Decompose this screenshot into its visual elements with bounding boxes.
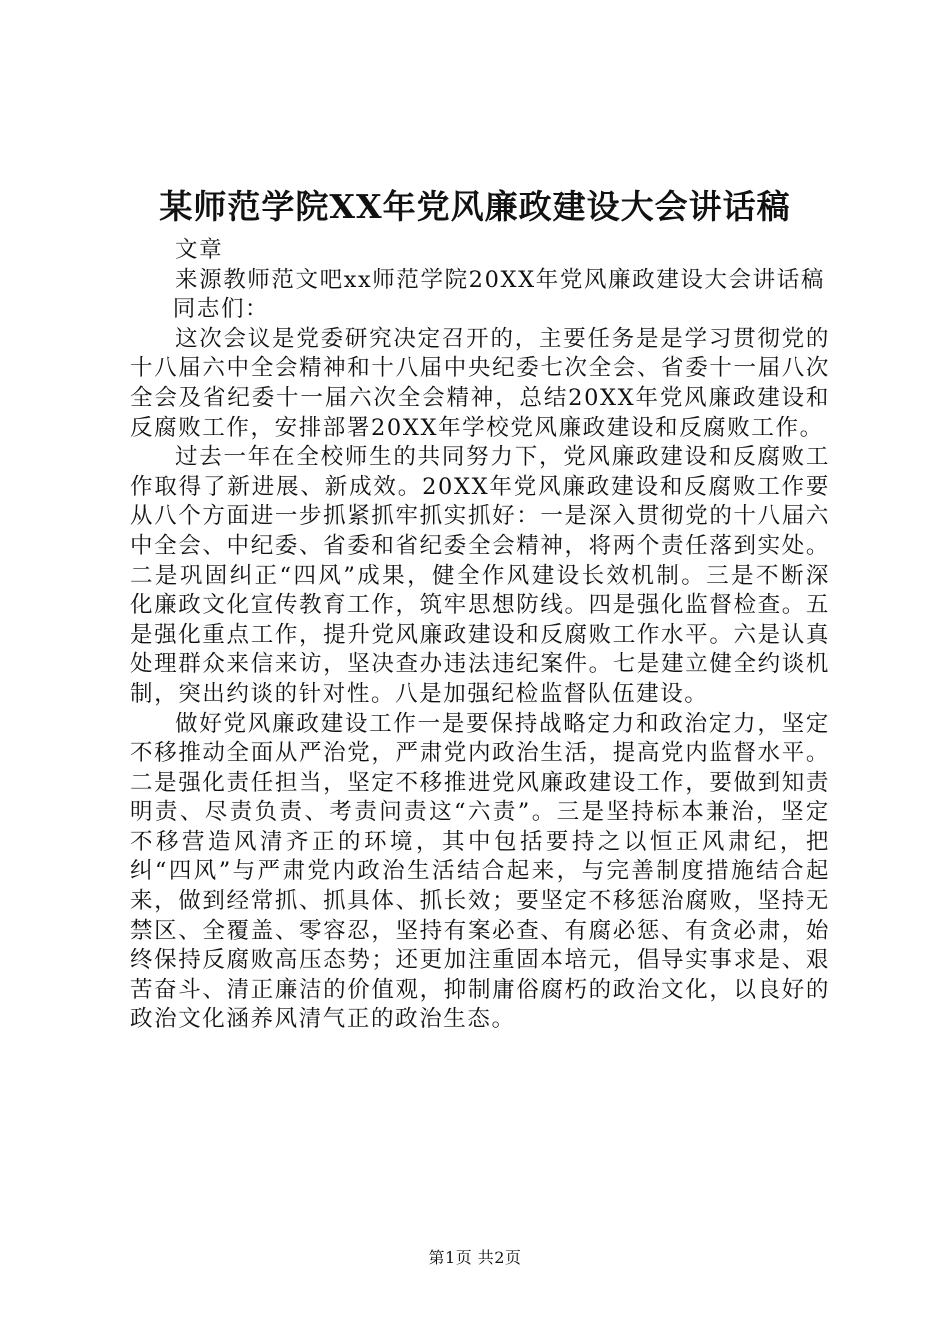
paragraph-meeting-purpose: 这次会议是党委研究决定召开的，主要任务是是学习贯彻党的十八届六中全会精神和十八届中央纪委七次全会、省委十一届八次全会及省纪委十一届六次全会精神，总结20XX年党风廉政建设和反腐败工作，安排部署20XX年学校党风廉政建设和反腐败工作。 — [130, 325, 830, 441]
document-body — [130, 236, 830, 1035]
document-title: 某师范学院XX年党风廉政建设大会讲话稿 — [159, 187, 791, 226]
paragraph-article-label: 文章 — [175, 237, 224, 263]
paragraph-past-year-review: 过去一年在全校师生的共同努力下，党风廉政建设和反腐败工作取得了新进展、新成效。20XX年党风廉政建设和反腐败工作要从八个方面进一步抓紧抓牢抓实抓好：一是深入贯彻党的十八届六中全会、中纪委、省委和省纪委全会精神，将两个责任落到实处。二是巩固纠正“四风”成果，健全作风建设长效机制。三是不断深化廉政文化宣传教育工作，筑牢思想防线。四是强化监督检查。五是强化重点工作，提升党风廉政建设和反腐败工作水平。六是认真处理群众来信来访，坚决查办违法违纪案件。七是建立健全约谈机制，突出约谈的针对性。八是加强纪检监督队伍建设。 — [130, 444, 830, 707]
paragraph-source: 来源教师范文吧xx师范学院20XX年党风廉政建设大会讲话稿 — [175, 266, 825, 293]
paragraph-work-requirements: 做好党风廉政建设工作一是要保持战略定力和政治定力，坚定不移推动全面从严治党，严肃党内政治生活，提高党内监督水平。二是强化责任担当，坚定不移推进党风廉政建设工作，要做到知责明责、尽责负责、考责问责这“六责”。三是坚持标本兼治，坚定不移营造风清齐正的环境，其中包括要持之以恒正风肃纪，把纠“四风”与严肃党内政治生活结合起来，与完善制度措施结合起来，做到经常抓、抓具体、抓长效；要坚定不移惩治腐败，坚持无禁区、全覆盖、零容忍，坚持有案必查、有腐必惩、有贪必肃，始终保持反腐败高压态势；还更加注重固本培元，倡导实事求是、艰苦奋斗、清正廉洁的价值观，抑制庸俗腐朽的政治文化，以良好的政治文化涵养风清气正的政治生态。 — [130, 710, 830, 1033]
paragraph-salutation: 同志们： — [172, 296, 270, 323]
page-number-footer: 第1页 共2页 — [428, 1248, 522, 1267]
